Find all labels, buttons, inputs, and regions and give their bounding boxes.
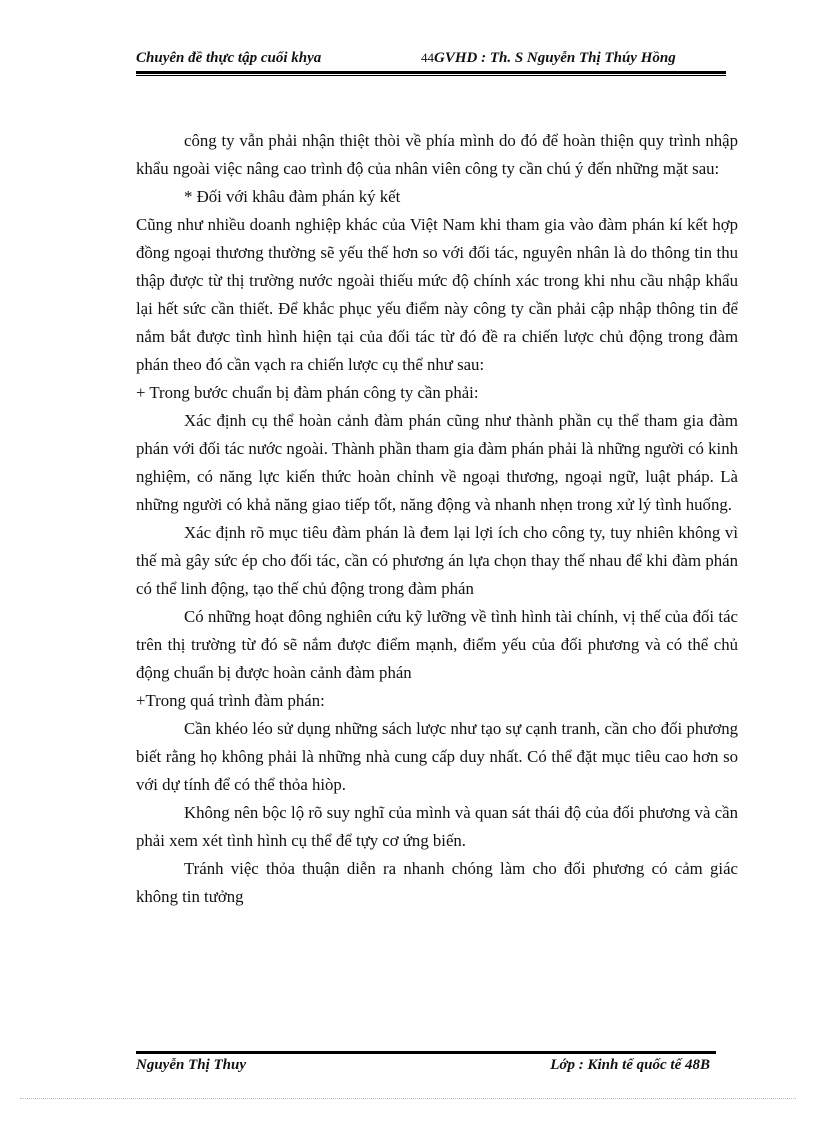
page-header [136, 50, 726, 72]
paragraph: Cũng như nhiều doanh nghiệp khác của Việt Nam khi tham gia vào đàm phán kí kết hợp đồng ngoại thương thường sẽ yếu thế hơn so với đối tác, nguyên nhân là do thông tin thu thập được từ thị trường nước ngoài thiếu mức độ chính xác trong khi nhu cầu nhập khẩu lại hết sức cần thiết. Để khắc phục yếu điểm này công ty cần phải cập nhập thông tin để nắm bắt được tình hình hiện tại của đối tác từ đó đề ra chiến lược chủ động trong đàm phán theo đó cần vạch ra chiến lược cụ thể như sau: [136, 215, 738, 374]
page-edge-divider [20, 1098, 796, 1099]
header-supervisor-name: GVHD : Th. S Nguyễn Thị Thúy Hồng [434, 50, 676, 66]
paragraph: Tránh việc thỏa thuận diễn ra nhanh chóng làm cho đối phương có cảm giác không tin tưởng [136, 859, 738, 906]
paragraph: Có những hoạt đông nghiên cứu kỹ lưỡng về tình hình tài chính, vị thế của đối tác trên thị trường từ đó sẽ nắm được điểm mạnh, điểm yếu của đối phương và có thể chủ động chuẩn bị được hoàn cảnh đàm phán [136, 607, 738, 682]
paragraph: Xác định cụ thể hoàn cảnh đàm phán cũng như thành phần cụ thể tham gia đàm phán với đối tác nước ngoài. Thành phần tham gia đàm phán phải là những người có kinh nghiệm, có năng lực kiến thức hoàn chỉnh về ngoại thương, ngoại ngữ, luật pháp. Là những người có khả năng giao tiếp tốt, năng động và nhanh nhẹn trong xử lý tình huống. [136, 411, 738, 514]
header-document-title: Chuyên đề thực tập cuối khya [136, 50, 322, 66]
footer-rule [136, 1051, 716, 1054]
paragraph: Cần khéo léo sử dụng những sách lược như tạo sự cạnh tranh, cần cho đối phương biết rằng họ không phải là những nhà cung cấp duy nhất. Có thể đặt mục tiêu cao hơn so với dự tính để có thể thỏa hiòp. [136, 719, 738, 794]
page-number: 44 [421, 50, 434, 65]
paragraph: công ty vẫn phải nhận thiệt thòi về phía mình do đó để hoàn thiện quy trình nhập khẩu ngoài việc nâng cao trình độ của nhân viên công ty cần chú ý đến những mặt sau: [136, 131, 738, 178]
header-supervisor [421, 50, 676, 67]
paragraph: + Trong bước chuẩn bị đàm phán công ty cần phải: [136, 383, 479, 402]
footer-class: Lớp : Kinh tế quốc tế 48B [550, 1057, 710, 1073]
paragraph: * Đối với khâu đàm phán ký kết [184, 187, 401, 206]
paragraph: Xác định rõ mục tiêu đàm phán là đem lại lợi ích cho công ty, tuy nhiên không vì thế mà gây sức ép cho đối tác, cần có phương án lựa chọn thay thế nhau để khi đàm phán có thể linh động, tạo thế chủ động trong đàm phán [136, 523, 738, 598]
paragraph: +Trong quá trình đàm phán: [136, 691, 325, 710]
header-rule [136, 71, 726, 76]
paragraph: Không nên bộc lộ rõ suy nghĩ của mình và quan sát thái độ của đối phương và cần phải xem xét tình hình cụ thể để tựy cơ ứng biến. [136, 803, 738, 850]
page-footer [136, 1057, 716, 1079]
footer-author: Nguyễn Thị Thuy [136, 1057, 247, 1073]
document-body [136, 127, 738, 911]
